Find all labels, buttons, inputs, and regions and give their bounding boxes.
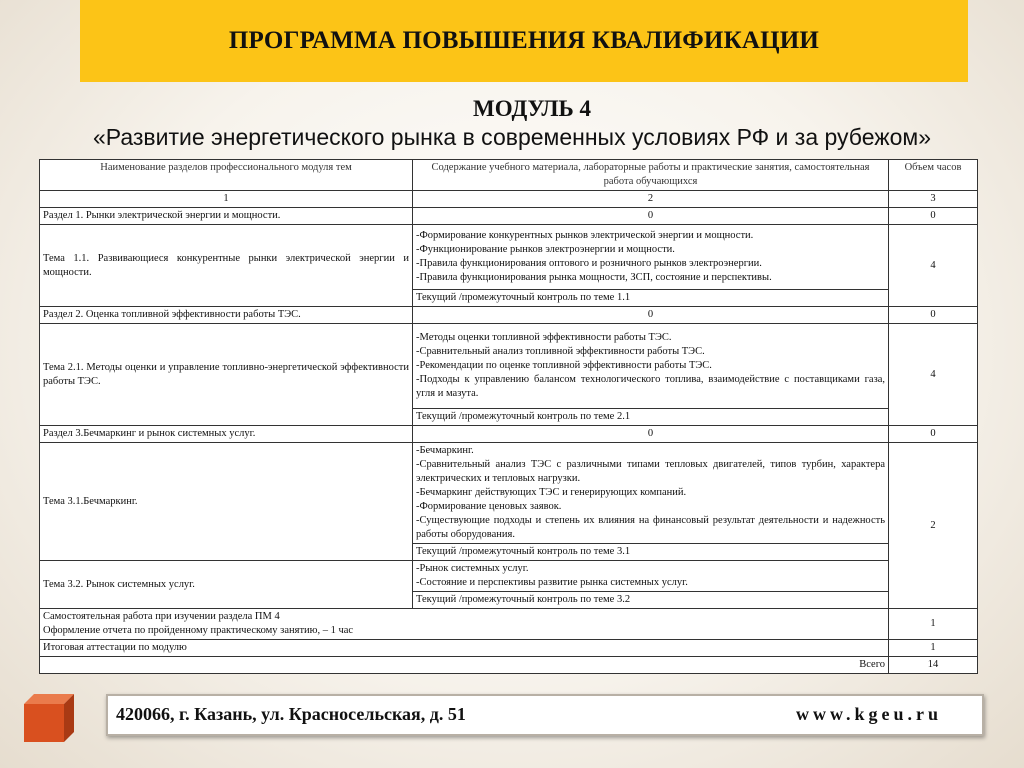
selfwork-line: Самостоятельная работа при изучении раздела ПМ 4 <box>43 611 280 622</box>
footer-website[interactable]: www.kgeu.ru <box>795 704 942 724</box>
topic-line: -Методы оценки топливной эффективности работы ТЭС. <box>416 332 672 343</box>
column-header-sections: Наименование разделов профессионального модуля тем <box>40 160 413 191</box>
topic-line: -Состояние и перспективы развитие рынка системных услуг. <box>416 577 688 588</box>
section-hours: 0 <box>889 208 978 225</box>
topic-content <box>413 561 889 592</box>
topic-row <box>40 561 978 592</box>
topic-line: -Подходы к управлению балансом технологического топлива, взаимодействие с поставщиками газа, угля и мазута. <box>416 374 885 399</box>
topic-line: -Функционирование рынков электроэнергии и мощности. <box>416 244 675 255</box>
topic-line: -Сравнительный анализ топливной эффективности работы ТЭС. <box>416 346 705 357</box>
column-number: 2 <box>413 191 889 208</box>
topic-row <box>40 225 978 290</box>
topic-line: -Сравнительный анализ ТЭС с различными типами тепловых двигателей, типов турбин, характера электрических и тепловых нагрузки. <box>416 459 885 484</box>
topic-control: Текущий /промежуточный контроль по теме 1.1 <box>413 290 889 307</box>
attestation-row <box>40 640 978 657</box>
table-header-row <box>40 160 978 191</box>
topic-line: -Рекомендации по оценке топливной эффективности работы ТЭС. <box>416 360 712 371</box>
topic-row <box>40 443 978 544</box>
topic-name: Тема 1.1. Развивающиеся конкурентные рынки электрической энергии и мощности. <box>40 225 413 307</box>
topic-line: -Бечмаркинг действующих ТЭС и генерирующих компаний. <box>416 487 687 498</box>
section-row <box>40 307 978 324</box>
topic-control: Текущий /промежуточный контроль по теме 2.1 <box>413 409 889 426</box>
section-name: Раздел 3.Бечмаркинг и рынок системных услуг. <box>40 426 413 443</box>
table-numbering-row <box>40 191 978 208</box>
topic-control: Текущий /промежуточный контроль по теме 3.2 <box>413 592 889 609</box>
attestation-hours: 1 <box>889 640 978 657</box>
topic-control: Текущий /промежуточный контроль по теме 3.1 <box>413 544 889 561</box>
topic-name: Тема 3.2. Рынок системных услуг. <box>40 561 413 609</box>
column-header-hours: Объем часов <box>889 160 978 191</box>
topic-hours: 4 <box>889 324 978 426</box>
footer-bar <box>106 694 984 736</box>
topic-line: -Формирование конкурентных рынков электрической энергии и мощности. <box>416 230 754 241</box>
section-row <box>40 208 978 225</box>
orange-cube-icon <box>20 690 76 744</box>
topic-content <box>413 443 889 544</box>
section-content: 0 <box>413 208 889 225</box>
module-subtitle: «Развитие энергетического рынка в современных условиях РФ и за рубежом» <box>92 124 932 150</box>
section-content: 0 <box>413 307 889 324</box>
topic-line: -Правила функционирования рынка мощности, ЗСП, состояние и перспективы. <box>416 272 772 283</box>
selfwork-hours: 1 <box>889 609 978 640</box>
column-number: 1 <box>40 191 413 208</box>
program-table <box>39 159 978 674</box>
topic-line: -Формирование ценовых заявок. <box>416 501 562 512</box>
topic-hours: 4 <box>889 225 978 307</box>
topic-line: -Бечмаркинг. <box>416 445 474 456</box>
column-header-content: Содержание учебного материала, лабораторные работы и практические занятия, самостоятельная работа обучающихся <box>413 160 889 191</box>
section-hours: 0 <box>889 426 978 443</box>
module-title: МОДУЛЬ 4 <box>473 96 591 121</box>
total-row <box>40 657 978 674</box>
attestation-name: Итоговая аттестации по модулю <box>40 640 889 657</box>
topic-row <box>40 324 978 409</box>
page-title: ПРОГРАММА ПОВЫШЕНИЯ КВАЛИФИКАЦИИ <box>228 27 820 54</box>
total-hours: 14 <box>889 657 978 674</box>
section-name: Раздел 2. Оценка топливной эффективности работы ТЭС. <box>40 307 413 324</box>
topic-line: -Существующие подходы и степень их влияния на финансовый результат деятельности и надежность работы оборудования. <box>416 515 885 540</box>
topic-content <box>413 324 889 409</box>
section-content: 0 <box>413 426 889 443</box>
selfwork-line: Оформление отчета по пройденному практическому занятию, – 1 час <box>43 625 354 636</box>
selfwork-text <box>40 609 889 640</box>
selfwork-row <box>40 609 978 640</box>
topic-hours: 2 <box>889 443 978 609</box>
footer-address: 420066, г. Казань, ул. Красносельская, д. 51 <box>116 704 466 724</box>
section-name: Раздел 1. Рынки электрической энергии и мощности. <box>40 208 413 225</box>
total-label: Всего <box>40 657 889 674</box>
section-row <box>40 426 978 443</box>
header-band <box>80 0 968 82</box>
section-hours: 0 <box>889 307 978 324</box>
column-number: 3 <box>889 191 978 208</box>
topic-name: Тема 3.1.Бечмаркинг. <box>40 443 413 561</box>
topic-content <box>413 225 889 290</box>
topic-line: -Правила функционирования оптового и розничного рынков электроэнергии. <box>416 258 762 269</box>
topic-name: Тема 2.1. Методы оценки и управление топливно-энергетической эффективности работы ТЭС. <box>40 324 413 426</box>
topic-line: -Рынок системных услуг. <box>416 563 529 574</box>
